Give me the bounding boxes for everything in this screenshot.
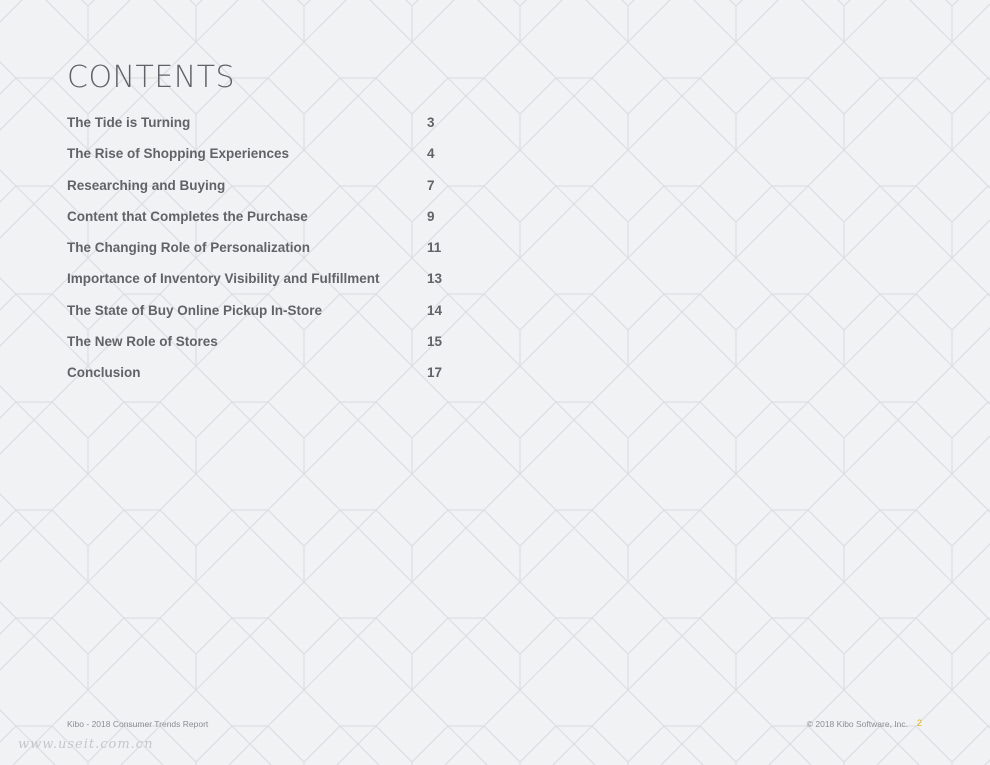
toc-entry-page-number: 13 [427, 271, 443, 287]
toc-entry[interactable] [67, 269, 467, 300]
toc-entry-title[interactable]: Importance of Inventory Visibility and Fulfillment [67, 271, 380, 287]
toc-entry-page-number: 4 [427, 146, 435, 162]
toc-entry-page-number: 15 [427, 334, 443, 350]
toc-entry-page-number: 7 [427, 177, 435, 193]
toc-entry-page-number: 3 [427, 115, 435, 130]
toc-entry-page-number: 17 [427, 365, 443, 381]
toc-entry-title[interactable]: The State of Buy Online Pickup In-Store [67, 302, 323, 318]
toc-entry-title[interactable]: The Changing Role of Personalization [67, 240, 311, 256]
toc-entry[interactable] [67, 332, 467, 363]
toc-entry[interactable] [67, 176, 467, 207]
toc-entry[interactable] [67, 207, 467, 238]
toc-entry[interactable] [67, 144, 467, 175]
toc-entry-title[interactable]: Researching and Buying [67, 177, 226, 193]
page-title: CONTENTS [67, 60, 236, 95]
footer-report-title: Kibo - 2018 Consumer Trends Report [67, 719, 209, 729]
toc-entry[interactable] [67, 363, 467, 394]
toc-entry-title[interactable]: The New Role of Stores [67, 334, 218, 350]
toc-entry-title[interactable]: The Tide is Turning [67, 115, 191, 130]
toc-entry-title[interactable]: Content that Completes the Purchase [67, 208, 308, 224]
watermark-text: www.useit.com.cn [18, 737, 154, 752]
toc-entry-page-number: 9 [427, 208, 435, 224]
toc-entry-page-number: 14 [427, 302, 443, 318]
toc-entry[interactable] [67, 301, 467, 332]
toc-entry[interactable] [67, 113, 467, 144]
toc-entry-title[interactable]: The Rise of Shopping Experiences [67, 146, 290, 162]
footer-copyright: © 2018 Kibo Software, Inc. [806, 719, 908, 729]
page-number: 2 [917, 718, 923, 728]
table-of-contents [67, 113, 467, 395]
toc-entry[interactable] [67, 238, 467, 269]
toc-entry-title[interactable]: Conclusion [67, 365, 141, 381]
toc-entry-page-number: 11 [427, 240, 442, 256]
